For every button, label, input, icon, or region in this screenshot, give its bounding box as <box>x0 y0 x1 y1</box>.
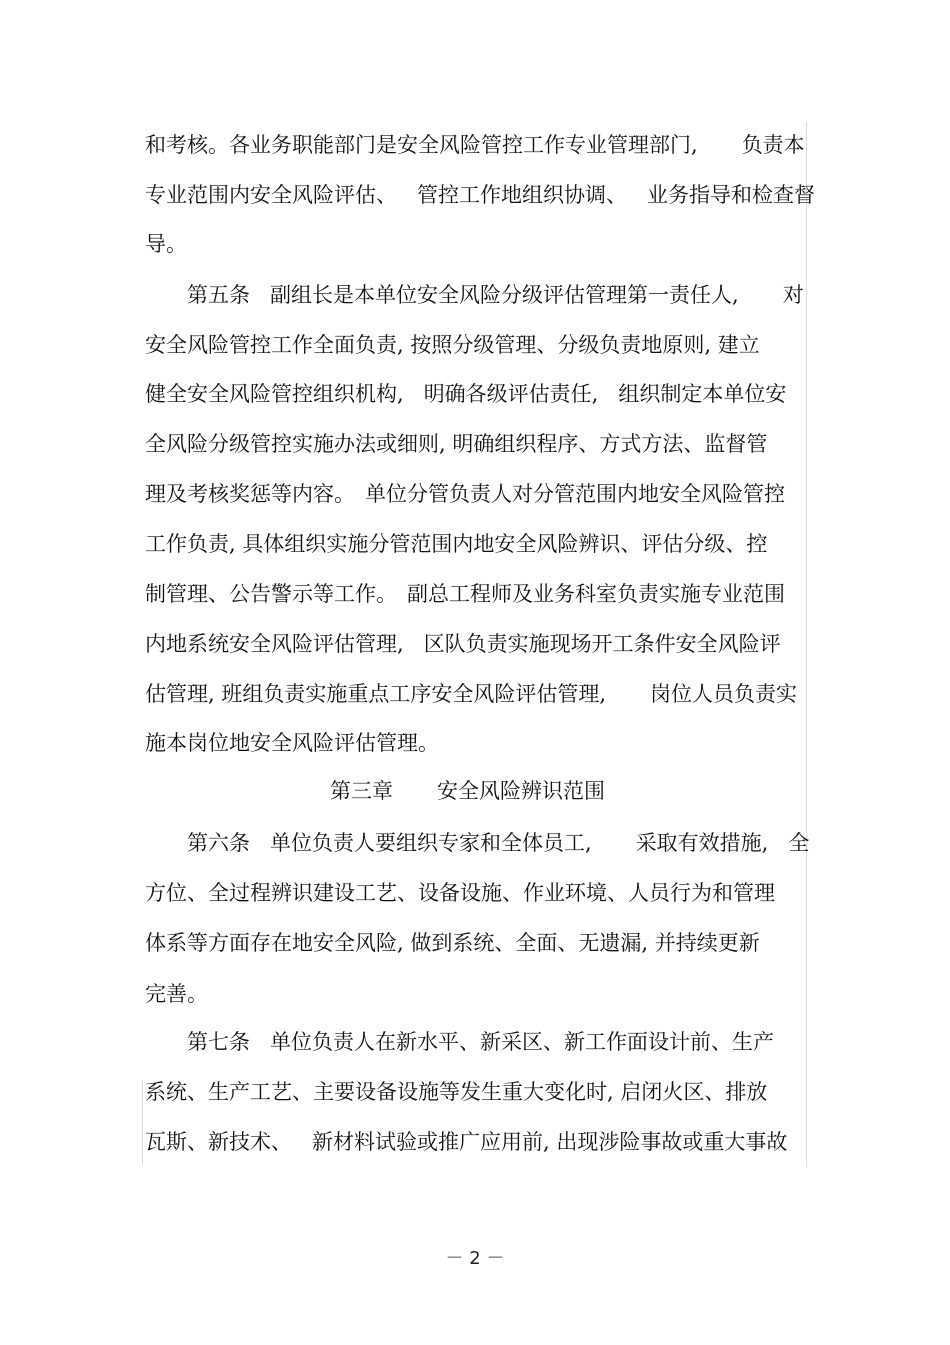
text-segment: 工作负责, 具体组织实施分管范围内地安全风险辨识、评估分级、控 <box>145 532 768 556</box>
text-segment: 副组长是本单位安全风险分级评估管理第一责任人, <box>270 283 739 307</box>
paragraph-line <box>145 230 187 258</box>
text-segment: 完善。 <box>145 982 208 1006</box>
text-segment: 施本岗位地安全风险评估管理。 <box>145 731 439 755</box>
text-segment: 健全安全风险管控组织机构, <box>145 382 404 406</box>
paragraph-line <box>145 480 785 508</box>
paragraph-line <box>145 879 775 907</box>
paragraph-line <box>145 1128 787 1156</box>
text-segment: 岗位人员负责实 <box>650 682 798 706</box>
article-6-heading-line <box>187 829 809 857</box>
text-segment: 估管理, 班组负责实施重点工序安全风险评估管理, <box>145 682 607 706</box>
text-segment: 管控工作地组织协调、 <box>417 183 627 207</box>
text-segment: 和考核。各业务职能部门是安全风险管控工作专业管理部门, <box>145 133 698 157</box>
paragraph-line <box>145 680 797 708</box>
paragraph-line <box>145 580 785 608</box>
paragraph-line <box>145 331 760 359</box>
page-frame-right-border <box>806 122 807 1167</box>
text-segment: 方位、全过程辨识建设工艺、设备设施、作业环境、人员行为和管理 <box>145 881 775 905</box>
text-segment: 制管理、公告警示等工作。 <box>145 582 397 606</box>
text-segment: 采取有效措施, <box>635 831 769 855</box>
text-segment: 内地系统安全风险评估管理, <box>145 632 404 656</box>
text-segment: 瓦斯、新技术、 <box>145 1130 292 1154</box>
paragraph-line <box>145 181 815 209</box>
text-segment: 理及考核奖惩等内容。 <box>145 482 355 506</box>
paragraph-line <box>145 980 208 1008</box>
text-segment: 区队负责实施现场开工条件安全风险评 <box>423 632 781 656</box>
article-7-heading-line <box>187 1028 774 1056</box>
text-segment: 副总工程师及业务科室负责实施专业范围 <box>407 582 785 606</box>
text-segment: 系统、生产工艺、主要设备设施等发生重大变化时, 启闭火区、排放 <box>145 1080 768 1104</box>
text-segment: 业务指导和检查督 <box>647 183 815 207</box>
article-number: 第七条 <box>187 1030 250 1054</box>
text-segment: 全风险分级管控实施办法或细则, 明确组织程序、方式方法、监督管 <box>145 432 768 456</box>
paragraph-line <box>145 380 786 408</box>
text-segment: 组织制定本单位安 <box>618 382 787 406</box>
paragraph-line <box>145 430 767 458</box>
paragraph-line <box>145 131 805 159</box>
page-number: － 2 － <box>445 1248 505 1269</box>
paragraph-line <box>145 630 781 658</box>
paragraph-line <box>145 530 767 558</box>
paragraph-line <box>145 929 760 957</box>
text-segment: 单位分管负责人对分管范围内地安全风险管控 <box>365 482 785 506</box>
text-segment: 全 <box>788 831 810 855</box>
chapter-title: 安全风险辨识范围 <box>437 779 605 803</box>
text-segment: 专业范围内安全风险评估、 <box>145 183 397 207</box>
text-segment: 单位负责人要组织专家和全体员工, <box>270 831 592 855</box>
text-segment: 负责本 <box>741 133 805 157</box>
article-5-heading-line <box>187 281 804 309</box>
chapter-heading <box>330 777 605 805</box>
text-segment: 新材料试验或推广应用前, 出现涉险事故或重大事故 <box>312 1130 788 1154</box>
text-segment: 体系等方面存在地安全风险, 做到系统、全面、无遗漏, 并持续更新 <box>145 931 760 955</box>
text-segment: 单位负责人在新水平、新采区、新工作面设计前、生产 <box>270 1030 774 1054</box>
text-segment: 对 <box>782 283 804 307</box>
text-segment: 导。 <box>145 232 187 256</box>
paragraph-line <box>145 1078 767 1106</box>
chapter-number: 第三章 <box>330 779 393 803</box>
text-segment: 明确各级评估责任, <box>423 382 599 406</box>
article-number: 第六条 <box>187 831 250 855</box>
page-frame-left-border <box>142 1080 143 1165</box>
text-segment: 安全风险管控工作全面负责, 按照分级管理、分级负责地原则, 建立 <box>145 333 760 357</box>
paragraph-line <box>145 729 439 757</box>
article-number: 第五条 <box>187 283 250 307</box>
